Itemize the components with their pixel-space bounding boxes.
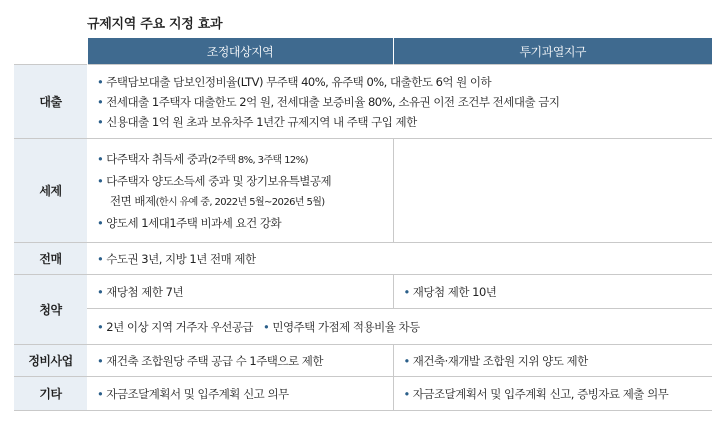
bullet-icon: • (97, 353, 104, 368)
bullet-icon: • (263, 319, 270, 334)
bullet-icon: • (97, 215, 104, 230)
category-tax: 세제 (14, 139, 87, 243)
list-item: • 다주택자 취득세 중과(2주택 8%, 3주택 12%) (97, 151, 308, 166)
other-adjustment (87, 377, 393, 411)
header-speculation-zone: 투기과열지구 (393, 38, 712, 65)
header-adjustment-area: 조정대상지역 (87, 38, 393, 65)
row-resale (14, 243, 712, 275)
list-item: • 양도세 1세대1주택 비과세 요건 강화 (97, 215, 282, 230)
bullet-icon: • (97, 74, 104, 89)
tax-content (87, 139, 393, 243)
row-subscription (14, 275, 712, 309)
bullet-icon: • (97, 114, 104, 129)
bullet-icon: • (403, 284, 410, 299)
header-row (14, 38, 712, 65)
category-resale: 전매 (14, 243, 87, 275)
list-item: • 재당첨 제한 7년 (97, 284, 184, 299)
list-item: • 재당첨 제한 10년 (403, 284, 497, 299)
page-title: 규제지역 주요 지정 효과 (87, 17, 223, 32)
list-item: • 전세대출 1주택자 대출한도 2억 원, 전세대출 보증비율 80%, 소유권 이전 조건부 전세대출 금지 (97, 94, 560, 109)
bullet-icon: • (403, 353, 410, 368)
row-subscription-shared (14, 309, 712, 345)
subscription-speculation (393, 275, 712, 309)
row-tax (14, 139, 712, 243)
other-speculation (393, 377, 712, 411)
category-redevelopment: 정비사업 (14, 345, 87, 377)
row-redevelopment (14, 345, 712, 377)
resale-content (87, 243, 712, 275)
list-item: • 재건축 조합원당 주택 공급 수 1주택으로 제한 (97, 353, 324, 368)
list-item: • 자금조달계획서 및 입주계획 신고 의무 (97, 386, 289, 401)
redevelopment-adjustment (87, 345, 393, 377)
tax-speculation-empty (393, 139, 712, 243)
bullet-icon: • (97, 319, 104, 334)
bullet-icon: • (97, 284, 104, 299)
list-item: • 자금조달계획서 및 입주계획 신고, 증빙자료 제출 의무 (403, 386, 669, 401)
list-item: • 2년 이상 지역 거주자 우선공급 • 민영주택 가점제 적용비율 차등 (97, 319, 420, 334)
list-item: • 주택담보대출 담보인정비율(LTV) 무주택 40%, 유주택 0%, 대출한도 6억 원 이하 (97, 74, 492, 89)
category-subscription: 청약 (14, 275, 87, 345)
bullet-icon: • (97, 173, 104, 188)
row-loan (14, 65, 712, 139)
list-item-continued: 전면 배제(한시 유예 중, 2022년 5월~2026년 5월) (110, 193, 325, 208)
category-other: 기타 (14, 377, 87, 411)
header-blank (14, 38, 87, 65)
bullet-icon: • (403, 386, 410, 401)
bullet-icon: • (97, 386, 104, 401)
list-item: • 다주택자 양도소득세 중과 및 장기보유특별공제 (97, 173, 332, 188)
category-loan: 대출 (14, 65, 87, 139)
list-item: • 재건축·재개발 조합원 지위 양도 제한 (403, 353, 588, 368)
subscription-shared (87, 309, 712, 345)
redevelopment-speculation (393, 345, 712, 377)
row-other (14, 377, 712, 411)
list-item: • 신용대출 1억 원 초과 보유차주 1년간 규제지역 내 주택 구입 제한 (97, 114, 417, 129)
bullet-icon: • (97, 151, 104, 166)
loan-content (87, 65, 712, 139)
bullet-icon: • (97, 94, 104, 109)
bullet-icon: • (97, 251, 104, 266)
subscription-adjustment (87, 275, 393, 309)
list-item: • 수도권 3년, 지방 1년 전매 제한 (97, 251, 256, 266)
regulation-table (14, 38, 712, 411)
